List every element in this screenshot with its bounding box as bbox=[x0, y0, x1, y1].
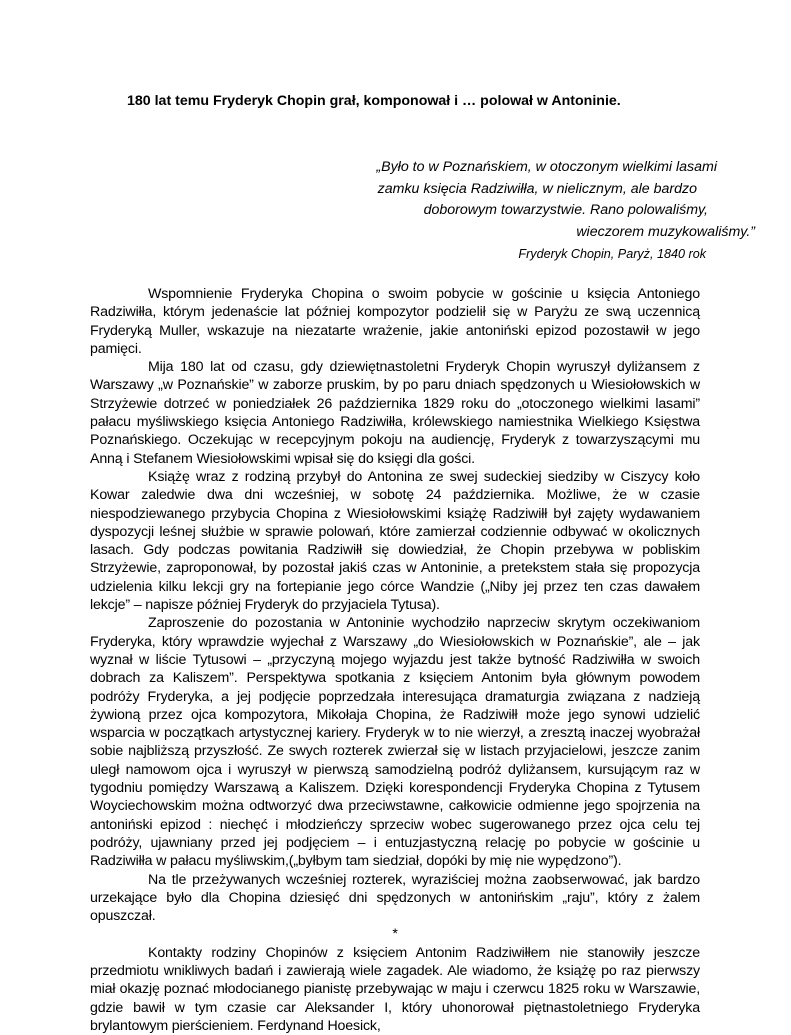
body-paragraph: Zaproszenie do pozostania w Antoninie wychodziło naprzeciw skrytym oczekiwaniom Fryderyka, który wprawdzie wyjechał z Warszawy „do Wiesiołowskich w Poznańskie”, ale – jak wyznał w liście Tytusowi – „przyczyną mojego wyjazdu jest także bytność Radziwiłła w swoich dobrach za Kaliszem”. Perspektywa spotkania z księciem Antonim była głównym powodem podróży Fryderyka, a jej podjęcie poprzedzała interesująca dramaturgia związana z nadzieją żywioną przez ojca kompozytora, Mikołaja Chopina, że Radziwiłł może jego synowi udzielić wsparcia w początkach artystycznej kariery. Fryderyk w to nie wierzył, a zresztą inaczej wyobrażał sobie najbliższą przyszłość. Ze swych rozterek zwierzał się w listach przyjacielowi, jeszcze zanim uległ namowom ojca i wyruszył w pierwszą samodzielną podróż dyliżansem, kursującym raz w tygodniu pomiędzy Warszawą a Kaliszem. Dzięki korespondencji Fryderyka Chopina z Tytusem Woyciechowskim można odtworzyć dwa przeciwstawne, całkowicie odmienne jego spojrzenia na antoniński epizod : niechęć i młodzieńczy sprzeciw wobec sugerowanego przez ojca celu tej podróży, ujawniany przed jej podjęciem – i entuzjastyczną relację po pobycie w gościnie u Radziwiłła w pałacu myśliwskim,(„byłbym tam siedział, dopóki by mię nie wypędzono”). bbox=[90, 615, 700, 870]
epigraph-line: zamku księcia Radziwiłła, w nielicznym, ale bardzo bbox=[377, 180, 697, 197]
epigraph-attribution: Fryderyk Chopin, Paryż, 1840 rok bbox=[518, 247, 706, 261]
body-paragraph: Kontakty rodziny Chopinów z księciem Antonim Radziwiłłem nie stanowiły jeszcze przedmiotu wnikliwych badań i zawierają wiele zagadek. Ale wiadomo, że książę po raz pierwszy miał okazję poznać młodocianego pianistę przebywając w maju i czerwcu 1825 roku w Warszawie, gdzie bawił w tym czasie car Aleksander I, który uhonorował piętnastoletniego Fryderyka brylantowym pierścieniem. Ferdynand Hoesick, bbox=[90, 944, 700, 1034]
article-body bbox=[90, 285, 700, 1035]
body-paragraph: Książę wraz z rodziną przybył do Antonina ze swej sudeckiej siedziby w Ciszycy koło Kowar zaledwie dwa dni wcześniej, w sobotę 24 października. Możliwe, że w czasie niespodziewanego przybycia Chopina z Wiesiołowskimi książę Radziwiłł był zajęty wydawaniem dyspozycji leśnej służbie w sprawie polowań, które zamierzał codziennie odbywać w okolicznych lasach. Gdy podczas powitania Radziwiłł się dowiedział, że Chopin przebywa w pobliskim Strzyżewie, zaproponował, by pozostał jakiś czas w Antoninie, a pretekstem stała się propozycja udzielenia kilku lekcji gry na fortepianie jego córce Wandzie („Niby jej przez ten czas dawałem lekcje” – napisze później Fryderyk do przyjaciela Tytusa). bbox=[90, 468, 700, 614]
article-title: 180 lat temu Fryderyk Chopin grał, komponował i … polował w Antoninie. bbox=[127, 93, 621, 109]
epigraph-quote bbox=[235, 157, 755, 243]
epigraph-line: „Było to w Poznańskiem, w otoczonym wielkimi lasami bbox=[376, 159, 717, 175]
epigraph-line: wieczorem muzykowaliśmy.” bbox=[576, 223, 755, 240]
epigraph-line: doborowym towarzystwie. Rano polowaliśmy, bbox=[423, 202, 708, 218]
body-paragraph: Mija 180 lat od czasu, gdy dziewiętnastoletni Fryderyk Chopin wyruszył dyliżansem z Warszawy „w Poznańskie” w zaborze pruskim, by po paru dniach spędzonych u Wiesiołowskich w Strzyżewie dotrzeć w poniedziałek 26 października 1829 roku do „otoczonego wielkimi lasami” pałacu myśliwskiego księcia Antoniego Radziwiłła, królewskiego namiestnika Wielkiego Księstwa Poznańskiego. Oczekując w recepcyjnym pokoju na audiencję, Fryderyk z towarzyszącymi mu Anną i Stefanem Wiesiołowskimi wpisał się do księgi dla gości. bbox=[90, 359, 700, 467]
body-paragraph: Wspomnienie Fryderyka Chopina o swoim pobycie w gościnie u księcia Antoniego Radziwiłła, którym jedenaście lat później kompozytor podzielił się w Paryżu ze swą uczennicą Fryderyką Muller, wskazuje na niezatarte wrażenie, jakie antoniński epizod pozostawił w jego pamięci. bbox=[90, 286, 700, 357]
body-paragraph: Na tle przeżywanych wcześniej rozterek, wyraziściej można zaobserwować, jak bardzo urzekające było dla Chopina dziesięć dni spędzonych w antonińskim „raju”, który z żalem opuszczał. bbox=[90, 871, 700, 925]
section-separator: * bbox=[392, 926, 398, 943]
